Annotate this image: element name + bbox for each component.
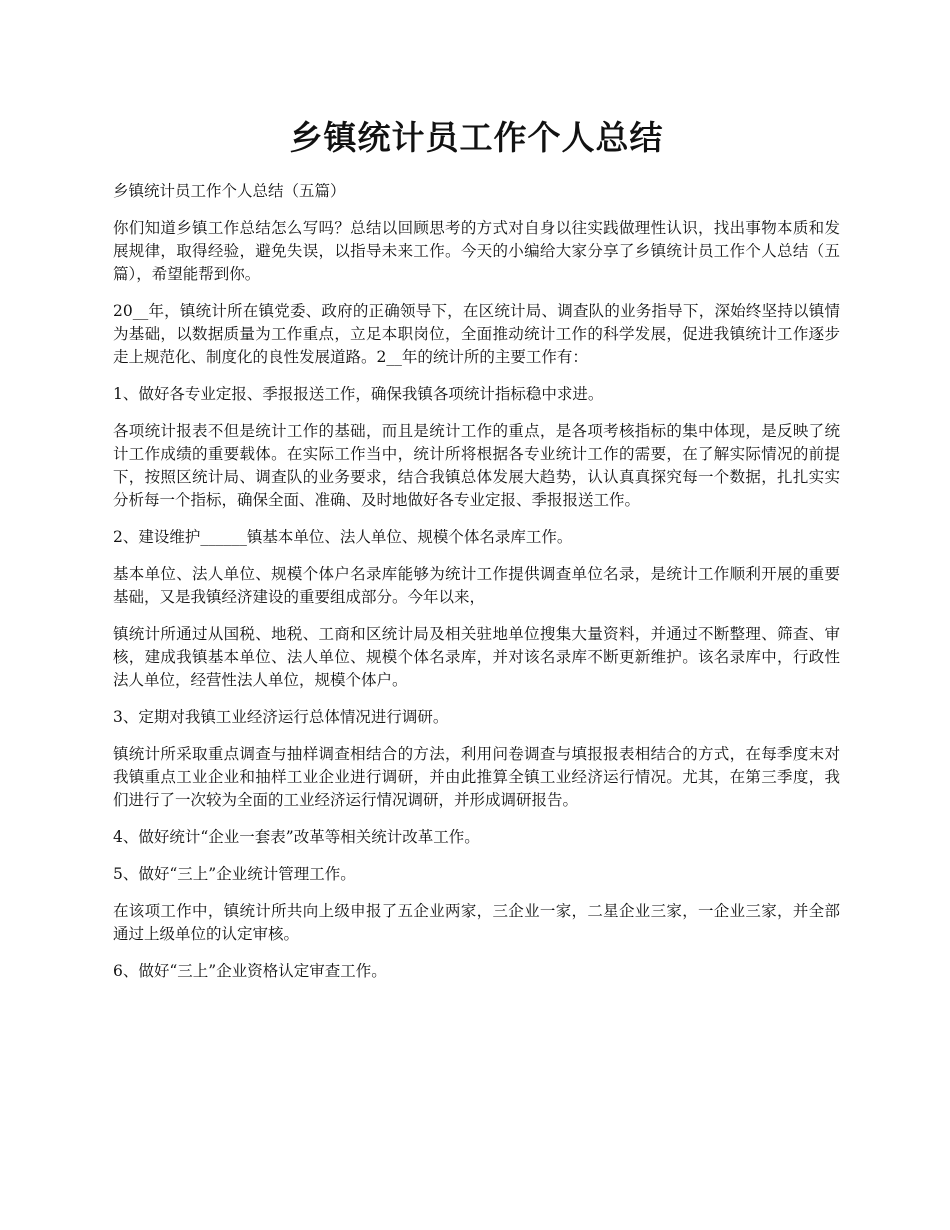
section-heading-3: 3、定期对我镇工业经济运行总体情况进行调研。: [113, 708, 449, 726]
paragraph-subtitle: 乡镇统计员工作个人总结（五篇）: [113, 182, 346, 200]
section-heading-1: 1、做好各专业定报、季报报送工作，确保我镇各项统计指标稳中求进。: [113, 385, 604, 403]
paragraph-section-2b: 镇统计所通过从国税、地税、工商和区统计局及相关驻地单位搜集大量资料，并通过不断整理、筛查、审核，建成我镇基本单位、法人单位、规模个体名录库，并对该名录库不断更新维护。该名录库中，行政性法人单位，经营性法人单位，规模个体户。: [113, 625, 840, 689]
paragraph-overview: 20__年，镇统计所在镇党委、政府的正确领导下，在区统计局、调查队的业务指导下，深始终坚持以镇情为基础，以数据质量为工作重点，立足本职岗位，全面推动统计工作的科学发展，促进我镇统计工作逐步走上规范化、制度化的良性发展道路。2__年的统计所的主要工作有：: [113, 302, 840, 366]
document-title: 乡镇统计员工作个人总结: [289, 118, 664, 157]
section-heading-2: 2、建设维护______镇基本单位、法人单位、规模个体名录库工作。: [113, 528, 573, 546]
paragraph-section-3: 镇统计所采取重点调查与抽样调查相结合的方法，利用问卷调查与填报报表相结合的方式，在每季度末对我镇重点工业企业和抽样工业企业进行调研，并由此推算全镇工业经济运行情况。尤其，在第三季度，我们进行了一次较为全面的工业经济运行情况调研，并形成调研报告。: [113, 745, 840, 809]
section-heading-6: 6、做好“三上”企业资格认定审查工作。: [113, 962, 387, 980]
section-heading-5: 5、做好“三上”企业统计管理工作。: [113, 865, 356, 883]
paragraph-section-5: 在该项工作中，镇统计所共向上级申报了五企业两家，三企业一家，二星企业三家，一企业三家，并全部通过上级单位的认定审核。: [113, 902, 840, 943]
paragraph-section-1: 各项统计报表不但是统计工作的基础，而且是统计工作的重点，是各项考核指标的集中体现，是反映了统计工作成绩的重要载体。在实际工作当中，统计所将根据各专业统计工作的需要，在了解实际情况的前提下，按照区统计局、调查队的业务要求，结合我镇总体发展大趋势，认认真真探究每一个数据，扎扎实实分析每一个指标，确保全面、准确、及时地做好各专业定报、季报报送工作。: [113, 422, 840, 509]
document-page: [113, 0, 840, 983]
paragraph-intro: 你们知道乡镇工作总结怎么写吗？总结以回顾思考的方式对自身以往实践做理性认识，找出事物本质和发展规律，取得经验，避免失误，以指导未来工作。今天的小编给大家分享了乡镇统计员工作个人总结（五篇），希望能帮到你。: [113, 219, 840, 283]
paragraph-section-2a: 基本单位、法人单位、规模个体户名录库能够为统计工作提供调查单位名录，是统计工作顺利开展的重要基础，又是我镇经济建设的重要组成部分。今年以来，: [113, 565, 840, 606]
section-heading-4: 4、做好统计“企业一套表”改革等相关统计改革工作。: [113, 828, 480, 846]
